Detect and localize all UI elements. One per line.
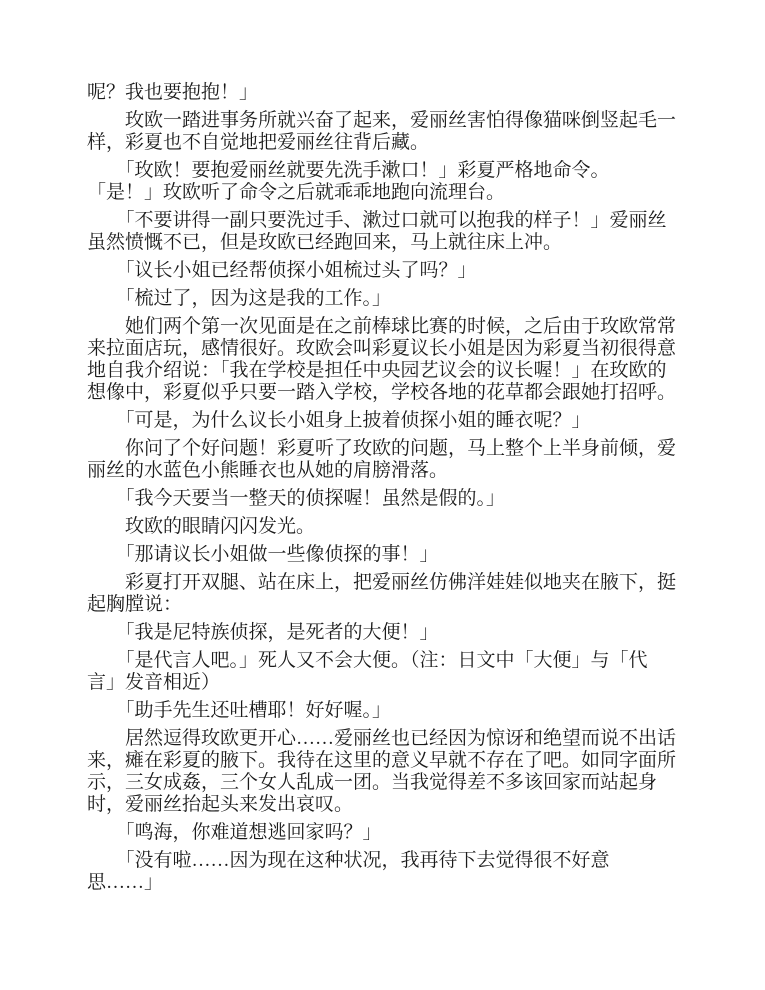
paragraph <box>87 822 687 844</box>
text-line: 示，三女成姦，三个女人乱成一团。当我觉得差不多该回家而站起身 <box>87 772 658 793</box>
text-line: 思……」 <box>87 872 164 893</box>
paragraph <box>87 544 687 566</box>
paragraph <box>87 82 687 104</box>
text-line: 「不要讲得一副只要洗过手、漱过口就可以抱我的样子！」爱丽丝 <box>87 210 667 231</box>
text-line: 「是代言人吧。」死人又不会大便。（注：日文中「大便」与「代 <box>87 650 648 671</box>
paragraph <box>87 488 687 510</box>
paragraph <box>87 110 687 154</box>
text-line: 丽丝的水蓝色小熊睡衣也从她的肩膀滑落。 <box>87 460 449 481</box>
paragraph <box>87 622 687 644</box>
paragraph <box>87 438 687 482</box>
text-line: 居然逗得玫欧更开心……爱丽丝也已经因为惊讶和绝望而说不出话 <box>87 728 677 749</box>
text-line: 你问了个好问题！彩夏听了玫欧的问题，马上整个上半身前倾，爱 <box>87 438 677 459</box>
text-line: 样，彩夏也不自觉地把爱丽丝往背后藏。 <box>87 132 430 153</box>
paragraph <box>87 316 687 404</box>
paragraph <box>87 210 687 254</box>
text-line: 言」发音相近） <box>87 672 221 693</box>
text-line: 「议长小姐已经帮侦探小姐梳过头了吗？」 <box>87 260 477 281</box>
paragraph <box>87 572 687 616</box>
text-line: 「助手先生还吐槽耶！好好喔。」 <box>87 700 392 721</box>
paragraph <box>87 650 687 694</box>
text-line: 起胸膛说： <box>87 594 183 615</box>
novel-text-block <box>87 82 687 894</box>
paragraph <box>87 160 687 204</box>
text-line: 时，爱丽丝抬起头来发出哀叹。 <box>87 794 354 815</box>
text-line: 「我是尼特族侦探，是死者的大便！」 <box>87 622 439 643</box>
text-line: 「可是，为什么议长小姐身上披着侦探小姐的睡衣呢？」 <box>87 410 591 431</box>
text-line: 玫欧的眼睛闪闪发光。 <box>87 516 316 537</box>
text-line: 虽然愤慨不已，但是玫欧已经跑回来，马上就往床上冲。 <box>87 232 563 253</box>
text-line: 她们两个第一次见面是在之前棒球比赛的时候，之后由于玫欧常常 <box>87 316 677 337</box>
text-line: 「鸣海，你难道想逃回家吗？」 <box>87 822 382 843</box>
text-line: 「玫欧！要抱爱丽丝就要先洗手漱口！」彩夏严格地命令。 <box>87 160 610 181</box>
text-line: 想像中，彩夏似乎只要一踏入学校，学校各地的花草都会跟她打招呼。 <box>87 382 677 403</box>
text-line: 「是！」玫欧听了命令之后就乖乖地跑向流理台。 <box>87 182 506 203</box>
text-line: 玫欧一踏进事务所就兴奋了起来，爱丽丝害怕得像猫咪倒竖起毛一 <box>87 110 677 131</box>
text-line: 来，瘫在彩夏的腋下。我待在这里的意义早就不存在了吧。如同字面所 <box>87 750 677 771</box>
text-line: 呢？我也要抱抱！」 <box>87 82 259 103</box>
text-line: 「那请议长小姐做一些像侦探的事！」 <box>87 544 439 565</box>
paragraph <box>87 728 687 816</box>
text-line: 来拉面店玩，感情很好。玫欧会叫彩夏议长小姐是因为彩夏当初很得意 <box>87 338 677 359</box>
text-line: 地自我介绍说：「我在学校是担任中央园艺议会的议长喔！」在玫欧的 <box>87 360 667 381</box>
paragraph <box>87 260 687 282</box>
paragraph <box>87 410 687 432</box>
paragraph <box>87 288 687 310</box>
text-line: 「梳过了，因为这是我的工作。」 <box>87 288 392 309</box>
text-line: 彩夏打开双腿、站在床上，把爱丽丝仿佛洋娃娃似地夹在腋下，挺 <box>87 572 677 593</box>
text-line: 「没有啦……因为现在这种状况，我再待下去觉得很不好意 <box>87 850 610 871</box>
text-line: 「我今天要当一整天的侦探喔！虽然是假的。」 <box>87 488 506 509</box>
paragraph <box>87 700 687 722</box>
paragraph <box>87 516 687 538</box>
paragraph <box>87 850 687 894</box>
